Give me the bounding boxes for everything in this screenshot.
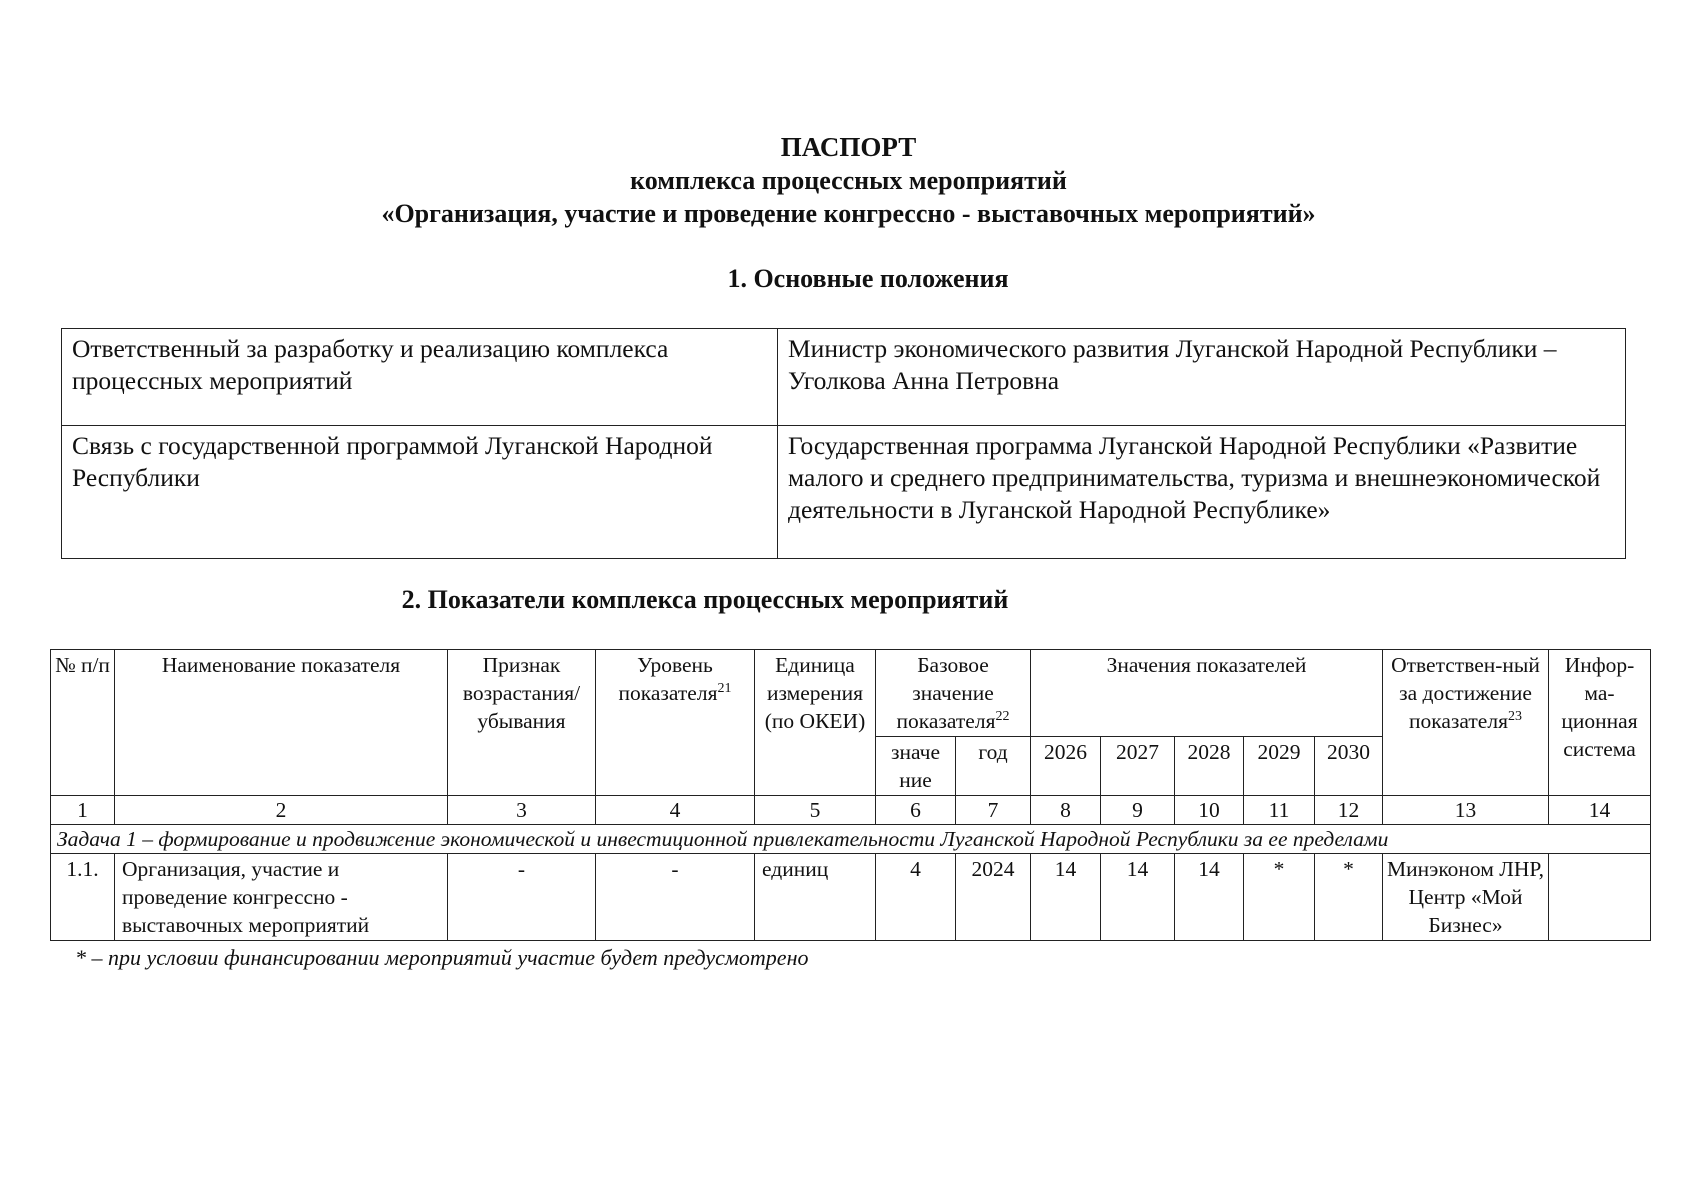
header-row <box>51 650 1651 737</box>
row-value-2028: 14 <box>1175 854 1244 941</box>
header-info-system: Инфор-ма-ционная система <box>1549 650 1651 796</box>
column-number: 10 <box>1175 796 1244 825</box>
column-number: 13 <box>1383 796 1549 825</box>
column-number: 12 <box>1315 796 1383 825</box>
table-row <box>51 854 1651 941</box>
footnote-ref-21: 21 <box>717 680 732 696</box>
header-year-2030: 2030 <box>1315 737 1383 796</box>
task-row <box>51 825 1651 854</box>
row-num: 1.1. <box>51 854 115 941</box>
responsible-label: Ответственный за разработку и реализацию комплекса процессных мероприятий <box>62 329 778 426</box>
column-number: 1 <box>51 796 115 825</box>
header-responsible-text: Ответствен-ный за достижение показателя <box>1391 653 1540 733</box>
column-number: 9 <box>1101 796 1175 825</box>
header-year-2028: 2028 <box>1175 737 1244 796</box>
header-values: Значения показателей <box>1031 650 1383 737</box>
column-number: 2 <box>115 796 448 825</box>
row-indicator-name: Организация, участие и проведение конгрессно - выставочных мероприятий <box>115 854 448 941</box>
column-number: 5 <box>755 796 876 825</box>
column-number: 4 <box>596 796 755 825</box>
row-value-2030: * <box>1315 854 1383 941</box>
row-unit: единиц <box>755 854 876 941</box>
row-info-system <box>1549 854 1651 941</box>
column-number: 14 <box>1549 796 1651 825</box>
header-base-value: значе ние <box>876 737 956 796</box>
row-base-value: 4 <box>876 854 956 941</box>
header-level-text: Уровень показателя <box>618 653 718 705</box>
document-name: «Организация, участие и проведение конгрессно - выставочных мероприятий» <box>381 199 1316 228</box>
program-link-label: Связь с государственной программой Луганской Народной Республики <box>62 426 778 559</box>
header-name: Наименование показателя <box>115 650 448 796</box>
header-year-2026: 2026 <box>1031 737 1101 796</box>
table-row <box>62 329 1626 426</box>
document-title: ПАСПОРТ <box>780 132 917 162</box>
header-base-text: Базовое значение показателя <box>896 653 996 733</box>
column-number: 7 <box>956 796 1031 825</box>
task-text: Задача 1 – формирование и продвижение экономической и инвестиционной привлекательности Луганской Народной Республики за ее пределами <box>51 825 1651 854</box>
header-year-2027: 2027 <box>1101 737 1175 796</box>
row-base-year: 2024 <box>956 854 1031 941</box>
section2-title: 2. Показатели комплекса процессных мероприятий <box>401 585 1009 614</box>
column-number: 11 <box>1244 796 1315 825</box>
row-value-2027: 14 <box>1101 854 1175 941</box>
footnote: * – при условии финансировании мероприятий участие будет предусмотрено <box>75 945 809 970</box>
header-level <box>596 650 755 796</box>
header-num: № п/п <box>51 650 115 796</box>
footnote-ref-23: 23 <box>1507 708 1522 724</box>
header-trend: Признак возрастания/ убывания <box>448 650 596 796</box>
header-base-year: год <box>956 737 1031 796</box>
indicators-table <box>50 649 1651 941</box>
column-number: 8 <box>1031 796 1101 825</box>
column-number: 6 <box>876 796 956 825</box>
footnote-ref-22: 22 <box>995 708 1010 724</box>
header-responsible <box>1383 650 1549 796</box>
row-value-2026: 14 <box>1031 854 1101 941</box>
basic-provisions-table <box>61 328 1626 559</box>
row-responsible: Минэконом ЛНР, Центр «Мой Бизнес» <box>1383 854 1549 941</box>
column-number: 3 <box>448 796 596 825</box>
responsible-value: Министр экономического развития Луганской Народной Республики – Уголкова Анна Петровна <box>778 329 1626 426</box>
program-link-value: Государственная программа Луганской Народной Республики «Развитие малого и среднего предпринимательства, туризма и внешнеэкономической деятельности в Луганской Народной Республике» <box>778 426 1626 559</box>
header-unit: Единица измерения (по ОКЕИ) <box>755 650 876 796</box>
row-level: - <box>596 854 755 941</box>
table-row <box>62 426 1626 559</box>
row-value-2029: * <box>1244 854 1315 941</box>
header-base <box>876 650 1031 737</box>
document-subtitle: комплекса процессных мероприятий <box>630 166 1067 195</box>
header-year-2029: 2029 <box>1244 737 1315 796</box>
column-numbers-row <box>51 796 1651 825</box>
row-trend: - <box>448 854 596 941</box>
section1-title: 1. Основные положения <box>727 264 1009 293</box>
